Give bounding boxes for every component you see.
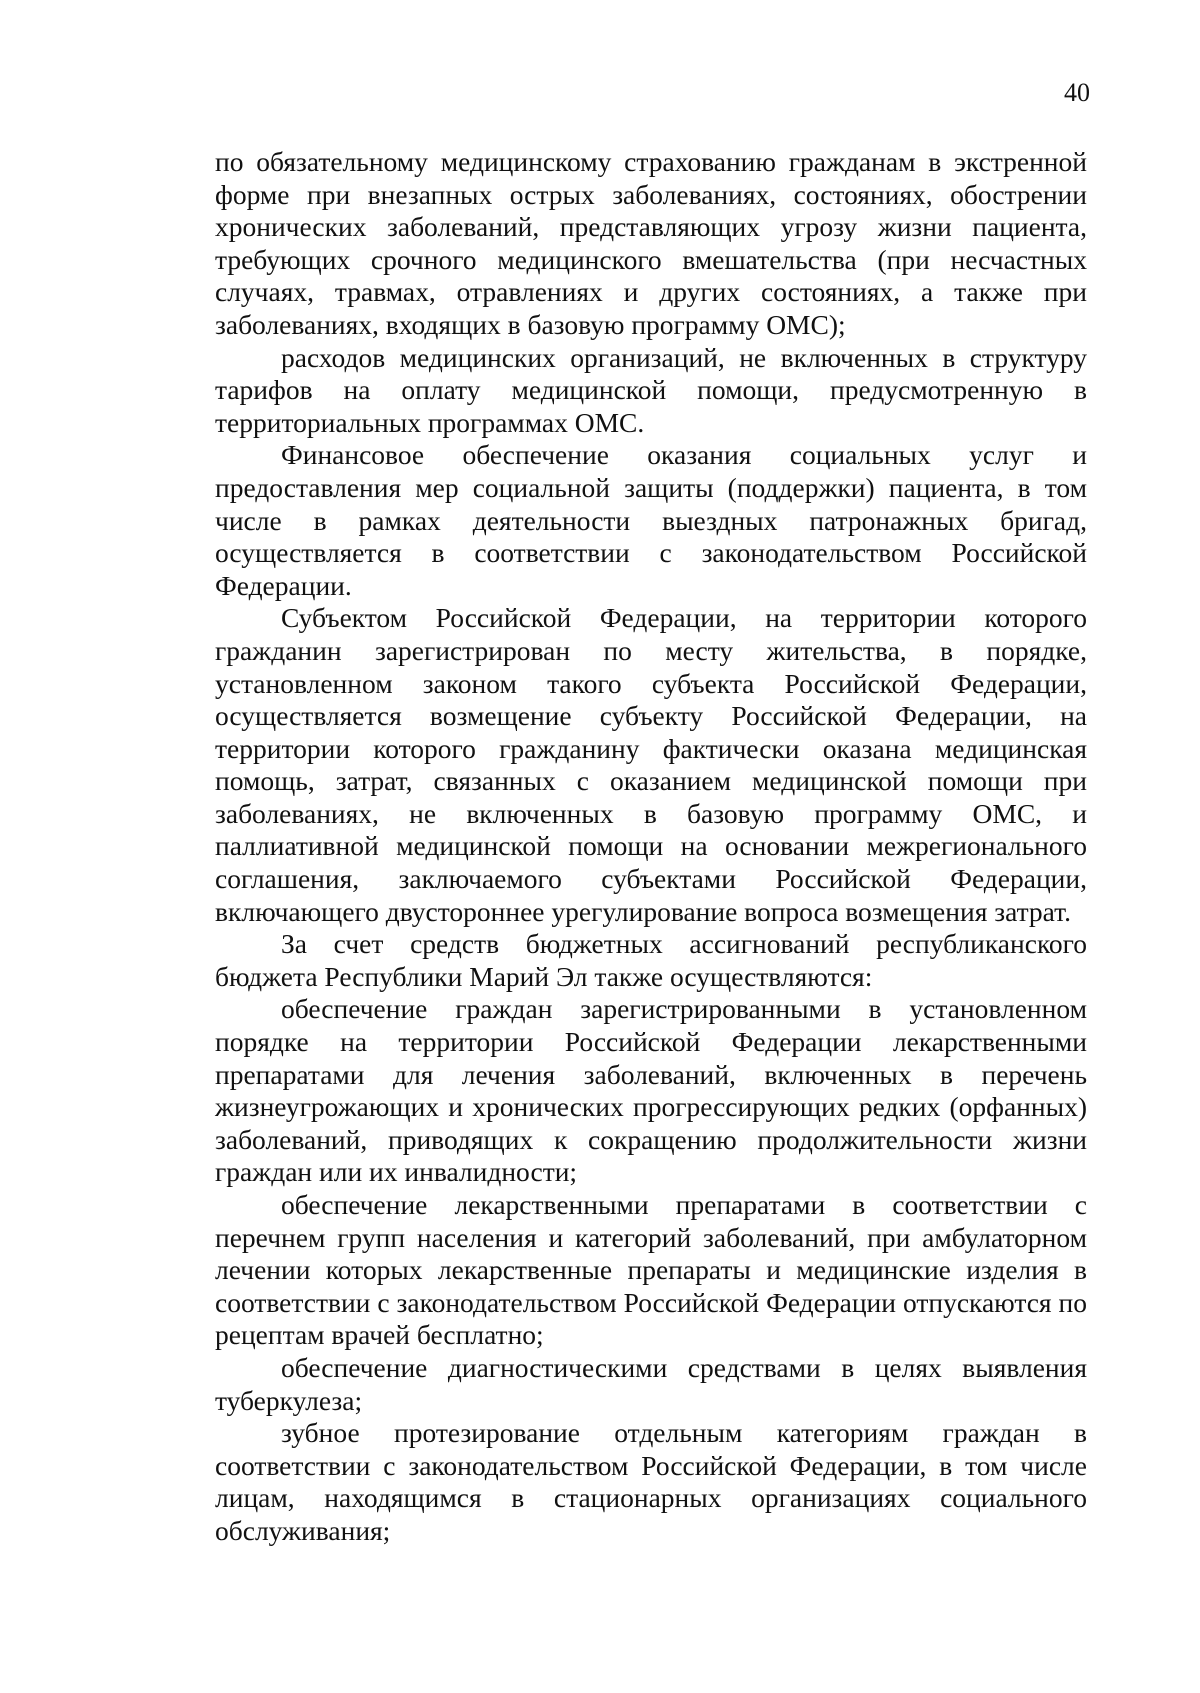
paragraph: обеспечение граждан зарегистрированными в установленном порядке на территории Российской Федерации лекарственными препаратами для лечения заболеваний, включенных в перечень жизнеугрожающих и хронических прогрессирующих редких (орфанных) заболеваний, приводящих к сокращению продолжительности жизни граждан или их инвалидности; [215, 993, 1087, 1188]
paragraph: расходов медицинских организаций, не включенных в структуру тарифов на оплату медицинской помощи, предусмотренную в территориальных программах ОМС. [215, 341, 1087, 438]
paragraph-continuation: по обязательному медицинскому страхованию гражданам в экстренной форме при внезапных острых заболеваниях, состояниях, обострении хронических заболеваний, представляющих угрозу жизни пациента, требующих срочного медицинского вмешательства (при несчастных случаях, травмах, отравлениях и других состояниях, а также при заболеваниях, входящих в базовую программу ОМС); [215, 146, 1087, 340]
paragraph: За счет средств бюджетных ассигнований республиканского бюджета Республики Марий Эл также осуществляются: [215, 928, 1087, 992]
page-number: 40 [1064, 78, 1090, 107]
paragraph: Субъектом Российской Федерации, на территории которого гражданин зарегистрирован по месту жительства, в порядке, установленном законом такого субъекта Российской Федерации, осуществляется возмещение субъекту Российской Федерации, на территории которого гражданину фактически оказана медицинская помощь, затрат, связанных с оказанием медицинской помощи при заболеваниях, не включенных в базовую программу ОМС, и паллиативной медицинской помощи на основании межрегионального соглашения, заключаемого субъектами Российской Федерации, включающего двустороннее урегулирование вопроса возмещения затрат. [215, 602, 1087, 927]
paragraph: обеспечение диагностическими средствами в целях выявления туберкулеза; [215, 1351, 1087, 1416]
paragraph: зубное протезирование отдельным категориям граждан в соответствии с законодательством Российской Федерации, в том числе лицам, находящимся в стационарных организациях социального обслуживания; [215, 1417, 1087, 1546]
document-body [215, 146, 1087, 1548]
paragraph: Финансовое обеспечение оказания социальных услуг и предоставления мер социальной защиты (поддержки) пациента, в том числе в рамках деятельности выездных патронажных бригад, осуществляется в соответствии с законодательством Российской Федерации. [215, 439, 1087, 601]
paragraph: обеспечение лекарственными препаратами в соответствии с перечнем групп населения и категорий заболеваний, при амбулаторном лечении которых лекарственные препараты и медицинские изделия в соответствии с законодательством Российской Федерации отпускаются по рецептам врачей бесплатно; [215, 1189, 1087, 1351]
